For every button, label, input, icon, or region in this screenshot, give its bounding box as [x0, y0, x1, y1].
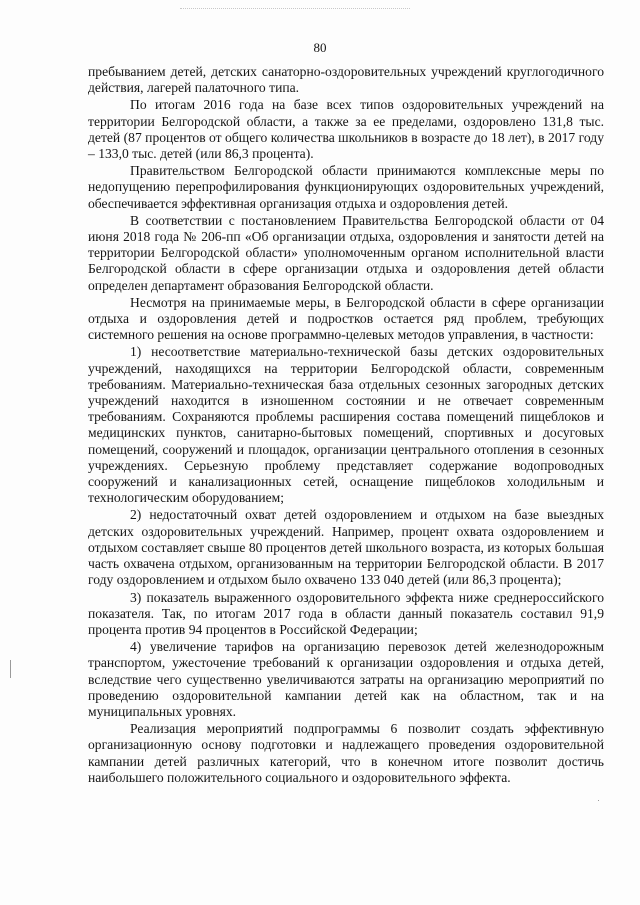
paragraph-regulation: В соответствии с постановлением Правительства Белгородской области от 04 июня 2018 года № 206-пп «Об организации отдыха, оздоровления и занятости детей на территории Белгородской области» уполномоченным органом исполнительной власти Белгородской области в сфере организации отдыха и оздоровления детей области определен департамент образования Белгородской области. — [88, 212, 604, 293]
paragraph-government-measures: Правительством Белгородской области принимаются комплексные меры по недопущению перепрофилирования функционирующих оздоровительных учреждений, обеспечивается эффективная организация отдыха и оздоровления детей. — [88, 163, 604, 211]
paragraph-problem-3: 3) показатель выраженного оздоровительного эффекта ниже среднероссийского показателя. Так, по итогам 2017 года в области данный показатель составил 91,9 процента против 94 процентов в Российской Федерации; — [88, 589, 604, 637]
paragraph-problem-1: 1) несоответствие материально-технической базы детских оздоровительных учреждений, находящихся на территории Белгородской области, современным требованиям. Материально-техническая база отдельных сезонных загородных детских учреждений находится в изношенном состоянии и не отвечает современным требованиям. Сохраняются проблемы расширения состава помещений пищеблоков и медицинских пунктов, санитарно-бытовых помещений, спортивных и досуговых помещений, сооружений и площадок, организации центрального отопления в сезонных учреждениях. Серьезную проблему представляет содержание водопроводных сооружений и канализационных сетей, оснащение пищеблоков холодильным и технологическим оборудованием; — [88, 344, 604, 506]
page-number: 80 — [313, 40, 327, 55]
paragraph-conclusion: Реализация мероприятий подпрограммы 6 позволит создать эффективную организационную основу подготовки и надлежащего проведения оздоровительной кампании детей различных категорий, что в конечном итоге позволит достичь наибольшего положительного социального и оздоровительного эффекта. — [88, 721, 604, 785]
paragraph-problem-2: 2) недостаточный охват детей оздоровлением и отдыхом на базе выездных детских оздоровительных учреждений. Например, процент охвата оздоровлением и отдыхом составляет свыше 80 процентов детей школьного возраста, из которых большая часть охвачена отдыхом, организованным на территории Белгородской области. В 2017 году оздоровлением и отдыхом было охвачено 133 040 детей (или 86,3 процента); — [88, 507, 604, 588]
scan-artifact — [10, 660, 11, 678]
document-body — [88, 64, 604, 787]
scan-artifact — [180, 8, 410, 10]
scan-artifact — [598, 800, 599, 801]
paragraph-statistics-2016-2017: По итогам 2016 года на базе всех типов оздоровительных учреждений на территории Белгородской области, а также за ее пределами, оздоровлено 131,8 тыс. детей (87 процентов от общего количества школьников в возрасте до 18 лет), в 2017 году – 133,0 тыс. детей (или 86,3 процента). — [88, 97, 604, 162]
paragraph-continuation: пребыванием детей, детских санаторно-оздоровительных учреждений круглогодичного действия, лагерей палаточного типа. — [88, 64, 604, 96]
paragraph-problem-4: 4) увеличение тарифов на организацию перевозок детей железнодорожным транспортом, ужесточение требований к организации оздоровления и отдыха детей, вследствие чего существенно увеличиваются затраты на организацию мероприятий по проведению оздоровительной кампании детей как на областном, так и на муниципальных уровнях. — [88, 639, 604, 719]
paragraph-problems-intro: Несмотря на принимаемые меры, в Белгородской области в сфере организации отдыха и оздоровления детей и подростков остается ряд проблем, требующих системного решения на основе программно-целевых методов управления, в частности: — [88, 294, 604, 343]
